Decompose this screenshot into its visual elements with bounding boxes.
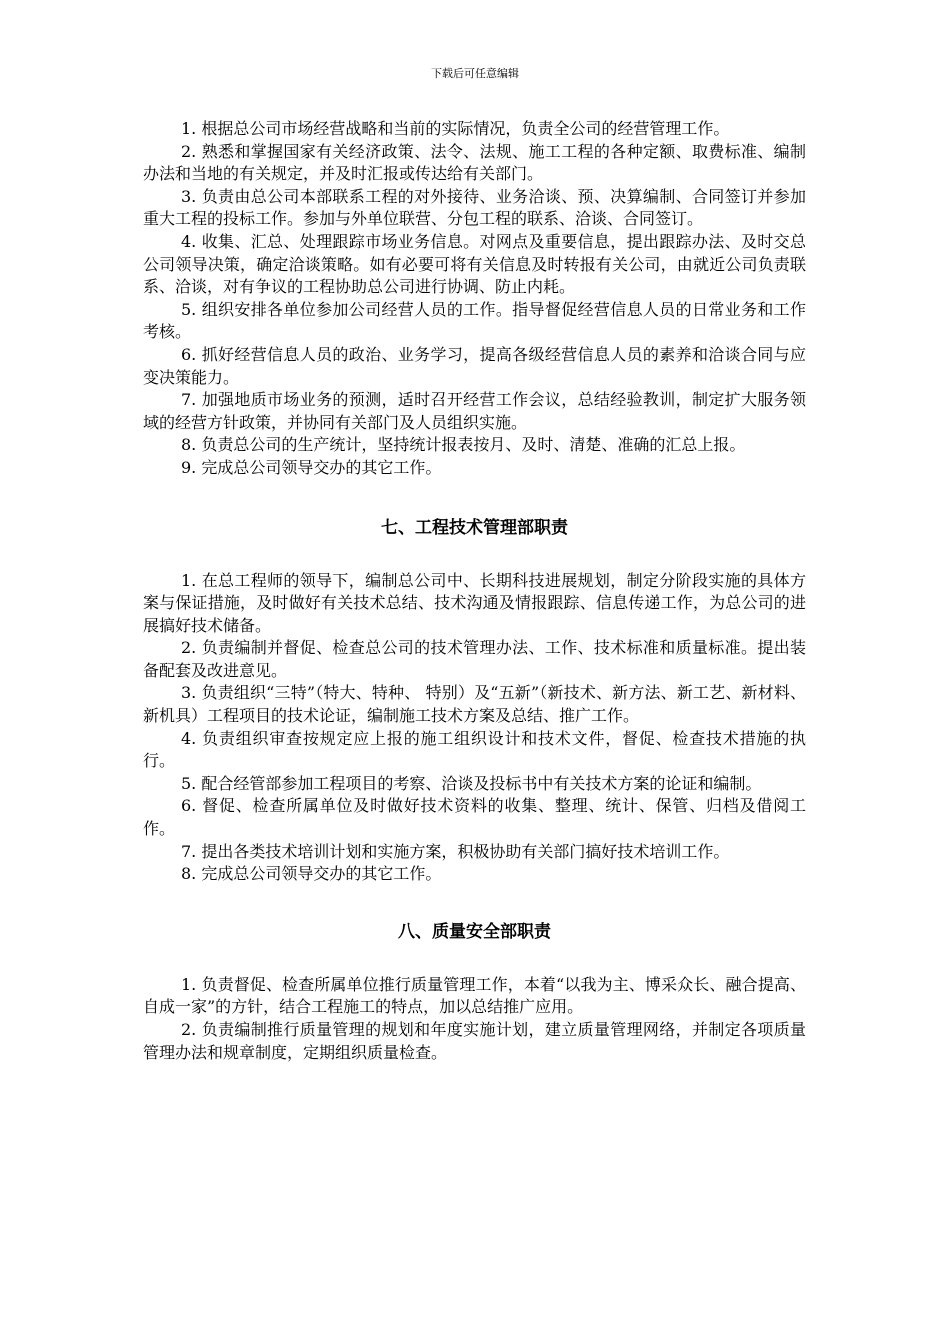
list-item: 8. 完成总公司领导交办的其它工作。 [181,864,442,884]
list-item: 2. 负责编制推行质量管理的规划和年度实施计划，建立质量管理网络，并制定各项质量管理办法和规章制度，定期组织质量检查。 [143,1020,806,1062]
section-7-list [143,570,806,886]
section-8-heading: 八、质量安全部职责 [398,921,551,942]
list-item: 1. 负责督促、检查所属单位推行质量管理工作，本着“以我为主、博采众长、融合提高、自成一家”的方针，结合工程施工的特点，加以总结推广应用。 [143,974,806,1017]
list-item: 6. 督促、检查所属单位及时做好技术资料的收集、整理、统计、保管、归档及借阅工作。 [143,796,806,839]
list-item: 5. 配合经管部参加工程项目的考察、洽谈及投标书中有关技术方案的论证和编制。 [181,773,762,793]
section-6-list [143,118,806,480]
list-item: 8. 负责总公司的生产统计，坚持统计报表按月、及时、清楚、准确的汇总上报。 [181,435,746,455]
list-item: 4. 收集、汇总、处理跟踪市场业务信息。对网点及重要信息，提出跟踪办法、及时交总公司领导决策，确定洽谈策略。如有必要可将有关信息及时转报有关公司，由就近公司负责联系、洽谈，对有争议的工程协助总公司进行协调、防止内耗。 [143,231,806,297]
list-item: 1. 根据总公司市场经营战略和当前的实际情况，负责全公司的经营管理工作。 [181,119,730,138]
list-item: 4. 负责组织审查按规定应上报的施工组织设计和技术文件，督促、检查技术措施的执行。 [143,728,806,771]
list-item: 9. 完成总公司领导交办的其它工作。 [181,457,442,477]
list-item: 3. 负责组织“三特”（特大、特种、 特别）及“五新”（新技术、新方法、新工艺、新材料、新机具）工程项目的技术论证，编制施工技术方案及总结、推广工作。 [143,683,806,726]
section-8-list [143,974,806,1064]
list-item: 2. 熟悉和掌握国家有关经济政策、法令、法规、施工工程的各种定额、取费标准、编制办法和当地的有关规定，并及时汇报或传达给有关部门。 [143,141,806,184]
page-header: 下载后可任意编辑 [431,67,519,80]
list-item: 1. 在总工程师的领导下，编制总公司中、长期科技进展规划，制定分阶段实施的具体方案与保证措施，及时做好有关技术总结、技术沟通及情报跟踪、信息传递工作，为总公司的进展搞好技术储备。 [143,570,806,635]
list-item: 3. 负责由总公司本部联系工程的对外接待、业务洽谈、预、决算编制、合同签订并参加重大工程的投标工作。参加与外单位联营、分包工程的联系、洽谈、合同签订。 [143,186,806,229]
list-item: 7. 加强地质市场业务的预测，适时召开经营工作会议，总结经验教训，制定扩大服务领域的经营方针政策，并协同有关部门及人员组织实施。 [143,390,806,432]
list-item: 7. 提出各类技术培训计划和实施方案，积极协助有关部门搞好技术培训工作。 [181,841,730,861]
list-item: 6. 抓好经营信息人员的政治、业务学习，提高各级经营信息人员的素养和洽谈合同与应变决策能力。 [143,344,806,387]
document-body [143,118,806,1064]
section-7-heading: 七、工程技术管理部职责 [381,517,568,538]
list-item: 2. 负责编制并督促、检查总公司的技术管理办法、工作、技术标准和质量标准。提出装备配套及改进意见。 [143,638,806,680]
list-item: 5. 组织安排各单位参加公司经营人员的工作。指导督促经营信息人员的日常业务和工作考核。 [143,299,806,342]
